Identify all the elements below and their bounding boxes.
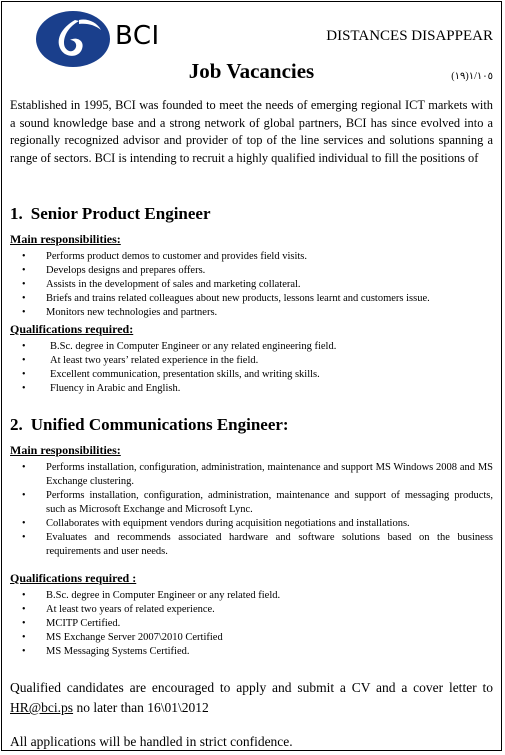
list-item: • B.Sc. degree in Computer Engineer or any related engineering field. [10, 340, 493, 354]
list-item: • MS Messaging Systems Certified. [10, 645, 493, 659]
tagline: DISTANCES DISAPPEAR [326, 28, 493, 44]
list-item: • Fluency in Arabic and English. [10, 382, 493, 396]
closing-paragraph [10, 678, 493, 718]
intro-paragraph: Established in 1995, BCI was founded to meet the needs of emerging regional ICT markets with a sound knowledge base and a strong network of global partners, BCI has since evolved into a regionally recognized advisor and provider of top of the line services and solutions spanning a range of sectors. BCI is intending to recruit a highly qualified individual to fill the positions of [10, 98, 493, 165]
email-link[interactable]: HR@bci.ps [10, 700, 74, 715]
list-item: • Monitors new technologies and partners. [10, 306, 493, 320]
list-item: • Performs installation, configuration, administration, maintenance and support of messaging products, such as Microsoft Exchange and Microsoft Lync. [10, 489, 493, 517]
responsibilities-list [10, 461, 493, 559]
job-section-2 [10, 415, 493, 659]
responsibilities-heading: Main responsibilities: [10, 232, 121, 246]
list-item: • Performs product demos to customer and provides field visits. [10, 250, 493, 264]
list-item: • Evaluates and recommends associated hardware and software solutions based on the business requirements and user needs. [10, 531, 493, 559]
qualifications-heading: Qualifications required : [10, 571, 137, 585]
list-item: • MCITP Certified. [10, 617, 493, 631]
confidentiality-note: All applications will be handled in strict confidence. [10, 734, 293, 749]
qualifications-list [10, 340, 493, 396]
list-item: • At least two years of related experience. [10, 603, 493, 617]
job-title: 2. Unified Communications Engineer: [10, 415, 289, 434]
job-title: 1. Senior Product Engineer [10, 204, 211, 223]
job-section-1 [10, 204, 493, 396]
qualifications-list [10, 589, 493, 659]
closing-text: Qualified candidates are encouraged to apply and submit a CV and a cover letter to [10, 680, 493, 695]
job-vacancies-page [1, 1, 502, 751]
list-item: • Briefs and trains related colleagues about new products, lessons learnt and customers issue. [10, 292, 493, 306]
company-name: BCI [115, 21, 160, 51]
deadline-text: no later than 16\01\2012 [73, 700, 209, 715]
page-title: Job Vacancies [188, 59, 315, 83]
list-item: • Assists in the development of sales and marketing collateral. [10, 278, 493, 292]
list-item: • At least two years’ related experience in the field. [10, 354, 493, 368]
list-item: • Develops designs and prepares offers. [10, 264, 493, 278]
responsibilities-list [10, 250, 493, 320]
reference-number: (١٩)١/١٠٥ [451, 71, 493, 82]
responsibilities-heading: Main responsibilities: [10, 443, 121, 457]
list-item: • Performs installation, configuration, administration, maintenance and support MS Windows 2008 and MS Exchange clustering. [10, 461, 493, 489]
list-item: • Collaborates with equipment vendors during acquisition negotiations and installations. [10, 517, 493, 531]
list-item: • B.Sc. degree in Computer Engineer or any related field. [10, 589, 493, 603]
list-item: • Excellent communication, presentation skills, and writing skills. [10, 368, 493, 382]
qualifications-heading: Qualifications required: [10, 322, 134, 336]
list-item: • MS Exchange Server 2007\2010 Certified [10, 631, 493, 645]
